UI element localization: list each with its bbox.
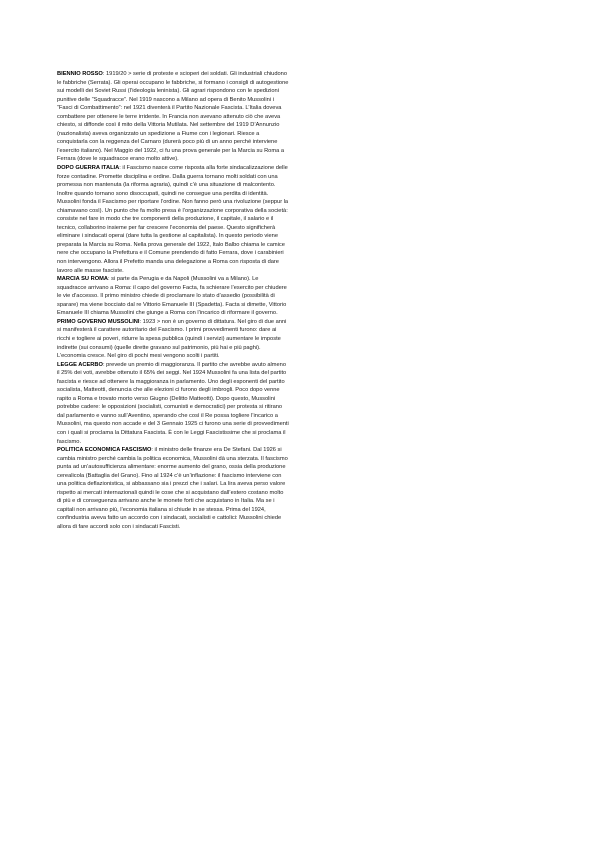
section-dopo-guerra-italia	[57, 164, 289, 275]
section-heading: POLITICA ECONOMICA FASCISMO	[57, 447, 152, 454]
section-text: : 1919/20 > serie di proteste e scioperi dei soldati. Gli industriali chiudono le fabbriche (Serrata). Gli operai occupano le fabbriche, si formano i consigli di autogestione sui modelli dei Soviet Russi (l’ideologia leninista). Gli agrari rispondono con le spedizioni punitive delle “Squadracce”. Nel 1919 nascono a Milano ad opera di Benito Mussolini i “Fasci di Combattimento”: nel 1921 diventerà il Partito Nazionale Fascista. L’Italia doveva combattere per ottenere le terre irridente. In Francia non avevano attenuto ciò che aveva chiesto, si diffonde così il mito della Vittoria Mutilata. Nel settembre del 1919 D’Annunzio (nazionalista) aveva organizzato un spedizione a Fiume con i legionari. Riesce a conquistarla con la reggenza del Carnaro (durerà poco più di un anno perché interviene l’esercito italiano). Nel Maggio del 1922, ci fu una prova generale per la Marcia su Roma a Ferrara (dove le squadracce erano molto attive).	[57, 71, 289, 163]
section-text: : 1923 > non è un governo di dittatura. Nel giro di due anni si manifesterà il carattere autoritario del Fascismo. I primi provvedimenti furono: dare ai ricchi e togliere ai poveri, ridurre la spesa pubblica (quindi i servizi) aumentare le imposte indirette (sui consumi) (quelle dirette gravano sul patrimonio, più hai e più paghi). L’economia cresce. Nel giro di pochi mesi vengono scolti i partiti.	[57, 318, 287, 360]
section-text: : il Fascismo nasce come risposta alla forte sindacalizzazione delle forze contadine. Promette disciplina e ordine. Dalla guerra tornano molti soldati con una promessa non mantenuta (la riforma agraria), quindi c’è una situazione di malcontento. Inoltre quando tornano sono disoccupati, quindi ne consegue una perdita di identità. Mussolini fonda il Fascismo per riportare l’ordine. Non fanno però una rivoluzione (seppur la chiamavano così). Un punto che fa molto presa è l’organizzazione corporativa della società: consiste nel fare in modo che tre componenti della produzione, il capitale, il salario e il tecnico, collaborino insieme per far crescere l’economia del paese. Questo significherà eliminare i sindacati operai (dare tutta la gestione al capitalista). In questo periodo viene preparata la Marcia su Roma. Nella prova generale del 1922, Italo Balbo chiama le camice nere che occupano la Prefettura e il Comune prendendo di fatto Ferrara, dove i carabinieri non intervengono. Allora il Prefetto manda una delegazione a Roma con risposta di dare lavoro alle masse fasciste.	[57, 165, 289, 274]
section-text: : si parte da Perugia e da Napoli (Mussolini va a Milano). Le squadracce arrivano a Roma: il capo del governo Facta, fa schierare l’esercito per chiudere le vie d’accesso. Il primo ministro chiede di proclamare lo stato d’assedio (possibilità di sparare) ma viene bocciato dal re Vittorio Emanuele III (Spadetta). Facta si dimette, Vittorio Emanuele III chiama Mussolini che giunge a Roma con l’incarico di riformare il governo.	[57, 276, 287, 317]
section-heading: DOPO GUERRA ITALIA	[57, 165, 120, 172]
section-heading: MARCIA SU ROMA	[57, 276, 108, 283]
section-heading: LEGGE ACERBO	[57, 361, 103, 368]
section-legge-acerbo	[57, 361, 289, 446]
section-biennio-rosso	[57, 70, 289, 164]
section-heading: BIENNIO ROSSO	[57, 71, 103, 77]
section-text: : il ministro delle finanze era De Stefani. Dal 1926 si cambia ministro perché cambia la politica economica, Mussolini dà una sterzata. Il fascismo punta ad un’autosufficienza alimentare: enorme aumento del grano, ossia della produzione cerealicola (Battaglia del Grano). Fino al 1924 c’è un’inflazione: il fascismo interviene con una politica deflazionistica, si abbassano sia i prezzi che i salari. La lira aveva perso valore rispetto ai mercati internazionali quindi le cose che si acquistano dall’estero costano molto di più e di conseguenza arrivano anche le monete forti che acquistano in Italia. Ma se i capitali non arrivano più, l’economia italiana si chiude in se stessa. Prima del 1924, confindustria aveva fatto un accordo con i sindacati, socialisti e cattolici: Mussolini chiede allora di fare accordi solo con i sindacati Fascisti.	[57, 447, 288, 530]
document-body	[57, 70, 289, 532]
section-politica-economica-fascismo	[57, 446, 289, 531]
section-marcia-su-roma	[57, 275, 289, 318]
section-text: : prevede un premio di maggioranza. Il partito che avrebbe avuto almeno il 25% dei voti, avrebbe ottenuto il 65% dei seggi. Nel 1924 Mussolini fa una lista del partito fascista e riesce ad ottenere la maggioranza in parlamento. Uno degli esponenti del partito socialista, Matteotti, denuncia che alle elezioni ci furono degli imbrogli. Poco dopo venne rapito a Roma e trovato morto verso Giugno (Delitto Matteotti). Dopo questo, Mussolini potrebbe cadere: le opposizioni (socialisti, comunisti e democratici) per protesta si ritirano dal parlamento e vanno sull’Aventino, sperando che così il Re possa togliere l’incarico a Mussolini, ma questo non accade e del 3 Gennaio 1925 ci furono una serie di provvedimenti con i quali si proclama la Dittatura Fascista. È con le Leggi Fascistissime che si proclama il fascismo.	[57, 361, 289, 445]
section-primo-governo-mussolini	[57, 318, 289, 361]
section-heading: PRIMO GOVERNO MUSSOLINI	[57, 318, 140, 325]
